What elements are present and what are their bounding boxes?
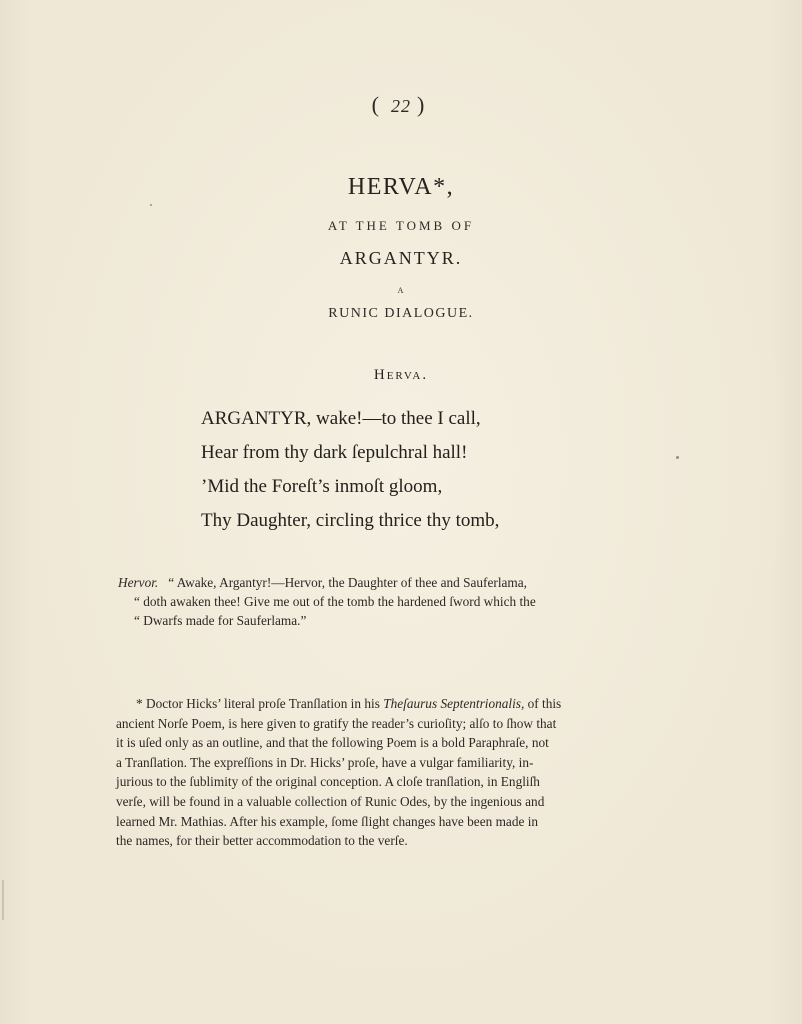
footnote (116, 694, 656, 851)
speaker-heading: Herva. (373, 367, 429, 383)
footnote-italic-title: Theſaurus Septentrionalis, (383, 696, 525, 711)
footnote-line: learned Mr. Mathias. After his example, ſome ſlight changes have been made in (116, 813, 539, 829)
paper-speck (676, 456, 679, 459)
page-number-value: 22 (391, 96, 411, 116)
poem-subtitle-small: AT THE TOMB OF (327, 218, 475, 233)
footnote-line-text: * Doctor Hicks’ literal proſe Tranſlation in his (136, 696, 384, 711)
footnote-line: the names, for their better accommodation to the verſe. (116, 833, 408, 849)
prose-line: “ doth awaken thee! Give me out of the tomb the hardened ſword which the (134, 594, 536, 609)
prose-translation (118, 573, 658, 630)
footnote-line: ancient Norſe Poem, is here given to gratify the reader’s curioſity; alſo to ſhow that (116, 715, 557, 731)
page-number-open-paren: ( (371, 92, 385, 117)
prose-line (118, 573, 658, 592)
prose-speaker-name: Hervor. (118, 575, 159, 590)
poem-line: Thy Daughter, circling thrice thy tomb, (201, 510, 500, 531)
page-number-close-paren: ) (417, 92, 431, 117)
poem-line: ARGANTYR, wake!—to thee I call, (201, 408, 481, 429)
poem-stanza (201, 402, 681, 538)
poem-title: HERVA*, (347, 174, 455, 200)
prose-line-text: “ Awake, Argantyr!—Hervor, the Daughter of thee and Sauferlama, (168, 575, 527, 590)
footnote-line: it is uſed only as an outline, and that the following Poem is a bold Paraphraſe, not (116, 735, 549, 751)
paper-speck (150, 204, 152, 206)
page-edge-mark (2, 880, 4, 920)
poem-article: A (397, 286, 405, 295)
poem-genre: RUNIC DIALOGUE. (328, 306, 474, 321)
poem-line: ’Mid the Foreſt’s inmoſt gloom, (201, 476, 443, 497)
page-number (0, 92, 802, 118)
poem-subtitle-main: ARGANTYR. (339, 248, 463, 268)
poem-line: Hear from thy dark ſepulchral hall! (201, 442, 468, 463)
bleed-through-text (200, 140, 660, 174)
footnote-line: a Tranſlation. The expreſſions in Dr. Hicks’ proſe, have a vulgar familiarity, in- (116, 754, 534, 770)
prose-line: “ Dwarfs made for Sauferlama.” (134, 613, 307, 628)
footnote-line (116, 694, 656, 714)
footnote-line: verſe, will be found in a valuable collection of Runic Odes, by the ingenious and (116, 793, 545, 809)
footnote-line: jurious to the ſublimity of the original conception. A cloſe tranſlation, in Engliſh (116, 774, 540, 790)
footnote-line-text: of this (524, 696, 562, 711)
